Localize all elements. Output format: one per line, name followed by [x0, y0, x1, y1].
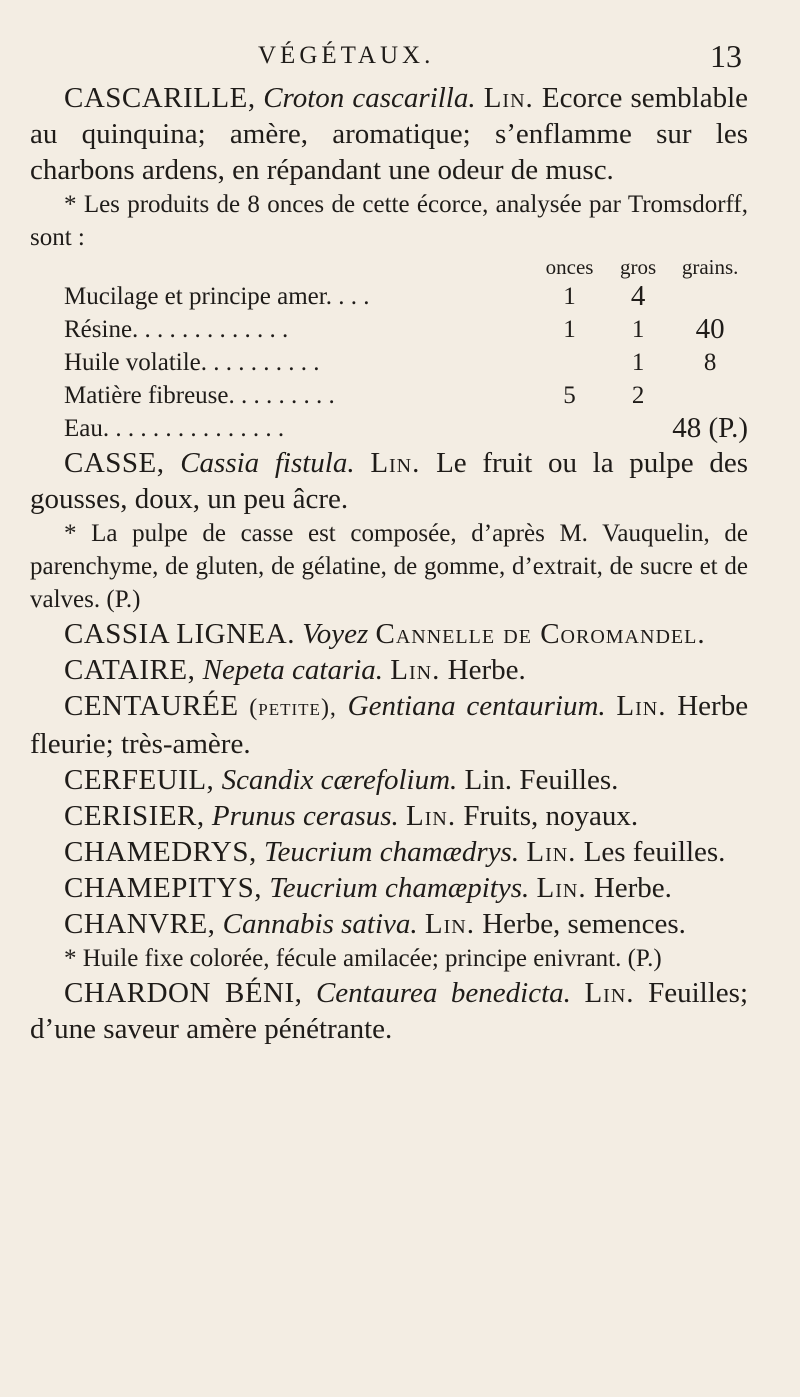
gros-value: 2 [631, 382, 645, 409]
authority: Lin. [536, 872, 587, 904]
onces-value: 1 [563, 283, 576, 310]
authority: Lin. [390, 654, 441, 686]
cross-reference: Cannelle de Coromandel. [375, 618, 706, 650]
headword: CERFEUIL, [64, 764, 215, 796]
latin-name: Croton cascarilla. [263, 82, 476, 114]
entry-cerfeuil [30, 762, 748, 798]
latin-name: Teucrium chamædrys. [264, 836, 520, 868]
latin-name: Teucrium chamæpitys. [269, 872, 530, 904]
description: Le fruit ou la pulpe des gousses, doux, un peu âcre. [30, 447, 749, 515]
authority: Lin. [616, 690, 667, 722]
grains-value: 8 [703, 349, 717, 376]
description: Fruits, noyaux. [463, 800, 639, 832]
row-label: Huile volatile. . . . . . . . . . [64, 349, 320, 376]
headword: CHARDON BÉNI, [64, 977, 303, 1009]
headword: CASSE, [64, 447, 165, 479]
headword: CERISIER, [64, 800, 205, 832]
description: Feuilles; d’une saveur amère pénétrante. [30, 977, 749, 1045]
description: Ecorce semblable au quinquina; amère, aromatique; s’enflamme sur les charbons ardens, en répandant une odeur de musc. [30, 82, 749, 186]
authority: Lin. [584, 977, 635, 1009]
units-row [64, 254, 748, 280]
note-chanvre: * Huile fixe colorée, fécule amilacée; principe enivrant. (P.) [64, 945, 662, 972]
description: Herbe. [593, 872, 672, 904]
authority: Lin. [526, 836, 577, 868]
gros-value: 1 [631, 349, 645, 376]
analysis-row [64, 412, 748, 445]
entry-chanvre [30, 906, 748, 942]
authority: Lin. [464, 764, 513, 796]
page-number: 13 [710, 38, 742, 74]
grains-value: 48 (P.) [672, 412, 748, 444]
qualifier: (petite), [249, 695, 337, 721]
description: Feuilles. [519, 764, 619, 796]
onces-value [535, 346, 604, 379]
latin-name: Cannabis sativa. [222, 908, 418, 940]
analysis-row [64, 379, 748, 412]
row-label: Résine. . . . . . . . . . . . . [64, 316, 289, 343]
entry-chardon-beni [30, 975, 748, 1047]
authority: Lin. [370, 447, 421, 479]
authority: Lin. [483, 82, 534, 114]
note-casse: * La pulpe de casse est composée, d’après M. Vauquelin, de parenchyme, de gluten, de gélatine, de gomme, d’extrait, de sucre et de valves. (P.) [30, 520, 748, 613]
latin-name: Centaurea benedicta. [315, 977, 571, 1009]
headword: CASCARILLE [64, 82, 248, 114]
entry-casse [30, 445, 748, 517]
analysis-table [64, 254, 748, 445]
headword: CATAIRE, [64, 654, 196, 686]
note-cascarille: * Les produits de 8 onces de cette écorce, analysée par Tromsdorff, sont : [30, 191, 748, 251]
onces-value: 5 [563, 382, 576, 409]
headword: CHAMEDRYS, [64, 836, 257, 868]
description: Les feuilles. [583, 836, 726, 868]
grains-value [672, 280, 748, 313]
gros-value: 1 [631, 316, 645, 343]
unit-onces: onces [545, 255, 594, 279]
gros-value [604, 412, 672, 445]
analysis-row [64, 313, 748, 346]
entry-centauree [30, 688, 748, 762]
row-label: Eau. . . . . . . . . . . . . . . [64, 415, 285, 442]
onces-value [535, 412, 604, 445]
grains-value [672, 379, 748, 412]
authority: Lin. [406, 800, 457, 832]
running-head: VÉGÉTAUX. [258, 42, 435, 69]
analysis-row [64, 346, 748, 379]
latin-name: Cassia fistula. [180, 447, 355, 479]
entry-cascarille: CASCARILLE, Croton cascarilla. Lin. Ecorce semblable au quinquina; amère, aromatique; s’enflamme sur les charbons ardens, en répandant une odeur de musc. [30, 82, 749, 186]
unit-gros: gros [620, 255, 657, 279]
entry-chamepitys [30, 870, 748, 906]
headword: CHAMEPITYS, [64, 872, 263, 904]
entry-cassia-lignea [30, 616, 748, 652]
see-also: Voyez [302, 618, 369, 650]
unit-grains: grains. [681, 255, 739, 279]
headword: CASSIA LIGNEA. [64, 618, 295, 650]
gros-value: 4 [630, 280, 646, 312]
analysis-row [64, 280, 748, 313]
row-label: Matière fibreuse. . . . . . . . . [64, 382, 335, 409]
onces-value: 1 [563, 316, 576, 343]
latin-name: Scandix cærefolium. [221, 764, 458, 796]
entry-cerisier [30, 798, 748, 834]
latin-name: Gentiana centaurium. [347, 690, 606, 722]
latin-name: Nepeta cataria. [202, 654, 384, 686]
description: Herbe fleurie; très-amère. [30, 690, 749, 760]
headword: CHANVRE, [64, 908, 216, 940]
page-body [30, 80, 748, 1047]
latin-name: Prunus cerasus. [211, 800, 399, 832]
row-label: Mucilage et principe amer. . . . [64, 283, 370, 310]
entry-cataire [30, 652, 748, 688]
description: Herbe, semences. [482, 908, 686, 940]
grains-value: 40 [695, 313, 725, 345]
entry-chamedrys [30, 834, 748, 870]
headword: CENTAURÉE [64, 690, 239, 722]
description: Herbe. [447, 654, 526, 686]
page-header [0, 38, 800, 78]
authority: Lin. [424, 908, 475, 940]
